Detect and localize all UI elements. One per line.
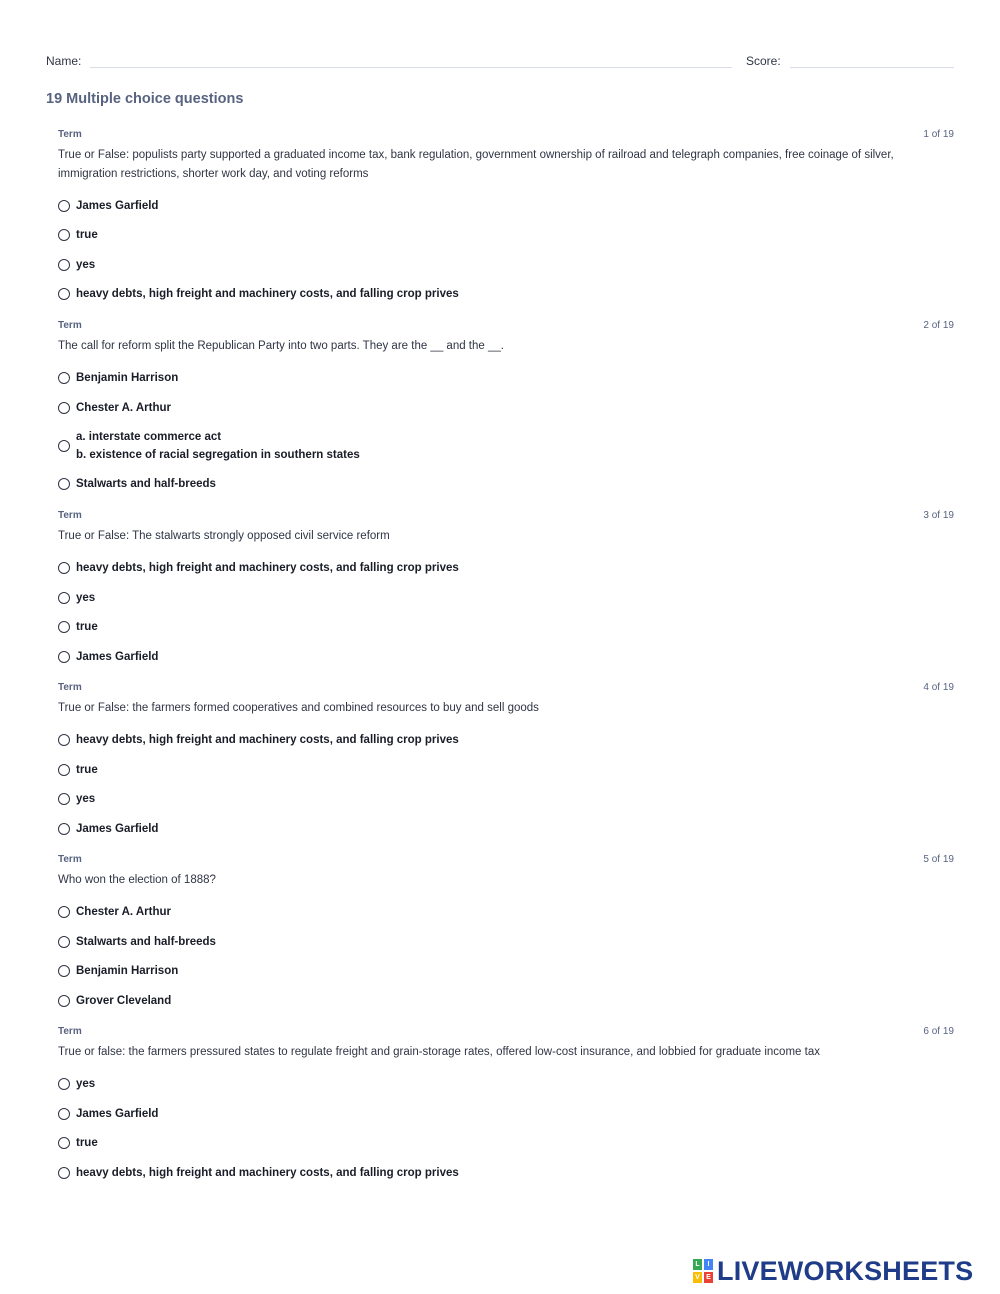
question-text: True or False: the farmers formed cooperatives and combined resources to buy and sell goods [58,702,539,714]
option-label: yes [76,591,96,604]
answer-options [58,364,954,500]
term-label: Term [58,320,82,331]
radio-button-icon[interactable] [58,288,70,300]
question-text: Who won the election of 1888? [58,874,216,886]
term-label: Term [58,129,82,140]
logo-block: I [704,1259,713,1270]
radio-button-icon[interactable] [58,651,70,663]
score-field[interactable] [790,51,954,68]
question-card [58,128,954,319]
option-label: yes [76,793,96,806]
option-label: James Garfield [76,650,159,663]
answer-options [58,1070,954,1188]
option-label: true [76,621,98,634]
option-label: Chester A. Arthur [76,401,171,414]
term-label: Term [58,510,82,521]
answer-option[interactable] [58,221,954,251]
radio-button-icon[interactable] [58,1078,70,1090]
option-label: yes [76,1078,96,1091]
question-list [58,128,954,1197]
answer-options [58,898,954,1016]
answer-option[interactable] [58,1129,954,1159]
answer-option[interactable] [58,1099,954,1129]
option-label: Stalwarts and half-breeds [76,935,216,948]
answer-option[interactable] [58,642,954,672]
option-label: heavy debts, high freight and machinery costs, and falling crop prives [76,734,459,747]
answer-option[interactable] [58,280,954,310]
section-title: 19 Multiple choice questions [46,91,244,107]
radio-button-icon[interactable] [58,1167,70,1179]
answer-option[interactable] [58,613,954,643]
answer-options [58,554,954,672]
question-counter: 3 of 19 [923,510,954,521]
answer-option[interactable] [58,986,954,1016]
radio-button-icon[interactable] [58,402,70,414]
answer-option[interactable] [58,814,954,844]
radio-button-icon[interactable] [58,200,70,212]
worksheet-header [46,48,954,68]
answer-option[interactable] [58,583,954,613]
name-field[interactable] [90,51,732,68]
answer-option[interactable] [58,393,954,423]
question-text: True or False: The stalwarts strongly opposed civil service reform [58,530,390,542]
answer-option[interactable] [58,364,954,394]
radio-button-icon[interactable] [58,229,70,241]
option-label: a. interstate commerce act b. existence of racial segregation in southern states [76,431,360,461]
question-counter: 6 of 19 [923,1026,954,1037]
radio-button-icon[interactable] [58,995,70,1007]
option-label: heavy debts, high freight and machinery costs, and falling crop prives [76,562,459,575]
option-label: heavy debts, high freight and machinery costs, and falling crop prives [76,1166,459,1179]
logo-block: V [693,1272,702,1283]
name-label: Name: [46,54,82,68]
liveworksheets-logo [693,1258,973,1284]
radio-button-icon[interactable] [58,823,70,835]
question-header [58,128,954,142]
radio-button-icon[interactable] [58,621,70,633]
logo-wordmark: LIVEWORKSHEETS [717,1256,974,1286]
answer-option[interactable] [58,1070,954,1100]
term-label: Term [58,854,82,865]
question-counter: 1 of 19 [923,129,954,140]
answer-option[interactable] [58,898,954,928]
question-card [58,509,954,681]
radio-button-icon[interactable] [58,1108,70,1120]
question-card [58,853,954,1025]
radio-button-icon[interactable] [58,440,70,452]
answer-option[interactable] [58,1158,954,1188]
term-label: Term [58,1026,82,1037]
option-label: Grover Cleveland [76,994,172,1007]
question-text: True or false: the farmers pressured states to regulate freight and grain-storage rates, offered low-cost insurance, and lobbied for graduate income tax [58,1046,820,1058]
radio-button-icon[interactable] [58,478,70,490]
question-card [58,681,954,853]
option-label: Chester A. Arthur [76,906,171,919]
term-label: Term [58,682,82,693]
answer-option[interactable] [58,957,954,987]
option-label: heavy debts, high freight and machinery costs, and falling crop prives [76,288,459,301]
question-card [58,1025,954,1197]
answer-option[interactable] [58,250,954,280]
question-card [58,319,954,509]
answer-option[interactable] [58,554,954,584]
score-label: Score: [746,54,781,68]
question-counter: 4 of 19 [923,682,954,693]
radio-button-icon[interactable] [58,965,70,977]
question-header [58,853,954,867]
option-label: true [76,763,98,776]
radio-button-icon[interactable] [58,734,70,746]
radio-button-icon[interactable] [58,906,70,918]
question-header [58,1025,954,1039]
answer-option[interactable] [58,423,954,470]
option-label: James Garfield [76,1107,159,1120]
answer-option[interactable] [58,785,954,815]
logo-block: L [693,1259,702,1270]
option-label: Benjamin Harrison [76,372,179,385]
radio-button-icon[interactable] [58,793,70,805]
radio-button-icon[interactable] [58,562,70,574]
answer-option[interactable] [58,470,954,500]
logo-block: E [704,1272,713,1283]
question-counter: 5 of 19 [923,854,954,865]
question-header [58,509,954,523]
radio-button-icon[interactable] [58,764,70,776]
question-header [58,319,954,333]
answer-options [58,191,954,309]
radio-button-icon[interactable] [58,936,70,948]
question-text: The call for reform split the Republican Party into two parts. They are the __ and the __. [58,340,504,352]
option-label: Stalwarts and half-breeds [76,478,216,491]
radio-button-icon[interactable] [58,259,70,271]
radio-button-icon[interactable] [58,1137,70,1149]
question-header [58,681,954,695]
answer-options [58,726,954,844]
radio-button-icon[interactable] [58,372,70,384]
option-label: Benjamin Harrison [76,965,179,978]
question-counter: 2 of 19 [923,320,954,331]
answer-option[interactable] [58,927,954,957]
question-text: True or False: populists party supported a graduated income tax, bank regulation, government ownership of railroad and telegraph companies, free coinage of silver, immigration restrictions, shorter work day, and voting reforms [58,149,894,180]
option-label: true [76,229,98,242]
option-label: James Garfield [76,199,159,212]
radio-button-icon[interactable] [58,592,70,604]
option-label: James Garfield [76,822,159,835]
option-label: yes [76,258,96,271]
option-label: true [76,1137,98,1150]
answer-option[interactable] [58,726,954,756]
answer-option[interactable] [58,755,954,785]
logo-blocks-icon [693,1259,713,1283]
answer-option[interactable] [58,191,954,221]
